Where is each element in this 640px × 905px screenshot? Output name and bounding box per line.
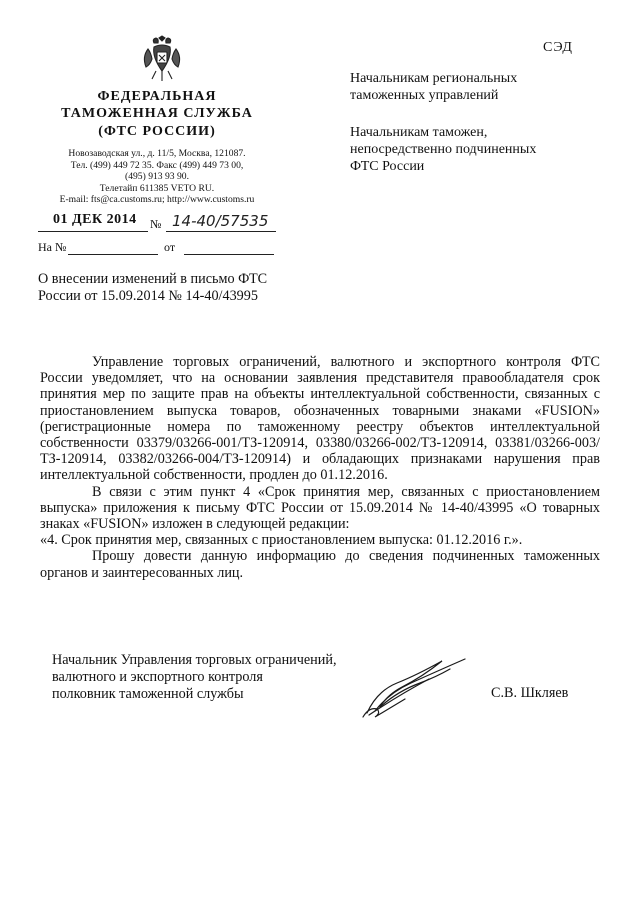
addressee-line: таможенных управлений (350, 88, 499, 103)
org-abbreviation: (ФТС РОССИИ) (98, 124, 216, 139)
registration-date: 01 ДЕК 2014 (53, 212, 137, 227)
body-paragraph-notice: Управление торговых ограничений, валютного и экспортного контроля ФТС России уведомляет, что на основании заявления представителя правообладателя срок принятия мер по защите прав на объекты интеллектуальной собственности, связанных с приостановлением выпуска товаров, обозначенных товарными знаками «FUSION» (регистрационные номера по таможенному реестру объектов интеллектуальной собственности 03379/03266-001/ТЗ-120914, 03380/03266-002/ТЗ-120914, 03381/03266-003/ТЗ-120914, 03382/03266-004/ТЗ-120914) и обладающих признаками нарушения прав интеллектуальной собственности, продлен до 01.12.2016. (40, 354, 600, 484)
addressee-customs-heads (350, 124, 536, 175)
addressee-line: непосредственно подчиненных (350, 142, 537, 157)
phone-line-2: (495) 913 93 90. (125, 171, 189, 183)
date-underline (38, 231, 148, 232)
number-underline (166, 231, 276, 232)
body-paragraph-new-wording: «4. Срок принятия мер, связанных с приостановлением выпуска: 01.12.2016 г.». (40, 532, 523, 549)
number-label: № (150, 217, 162, 231)
ref-number-underline (68, 254, 158, 255)
signatory-title-line: полковник таможенной службы (52, 686, 244, 702)
addressee-line: ФТС России (350, 159, 425, 174)
subject-line: О внесении изменений в письмо ФТС (38, 271, 268, 287)
letter-subject (38, 271, 267, 305)
body-paragraph-request: Прошу довести данную информацию до сведения подчиненных таможенных органов и заинтересованных лиц. (40, 548, 600, 581)
phone-line: Тел. (499) 449 72 35. Факс (499) 449 73 00, (70, 159, 244, 171)
ref-number-label: На № (38, 240, 67, 254)
org-address-block (40, 148, 274, 206)
signatory-title-line: Начальник Управления торговых ограничений, (52, 652, 337, 668)
letter-body (40, 354, 600, 581)
subject-line: России от 15.09.2014 № 14-40/43995 (38, 288, 258, 304)
handwritten-signature-icon (355, 655, 475, 725)
body-paragraph-amendment: В связи с этим пункт 4 «Срок принятия мер, связанных с приостановлением выпуска» приложения к письму ФТС России от 15.09.2014 № 14-40/43995 «О товарных знаках «FUSION» изложен в следующей редакции: (40, 483, 600, 533)
org-name-line2: ТАМОЖЕННАЯ СЛУЖБА (61, 106, 253, 121)
teletype-line: Телетайп 611385 VETO RU. (99, 182, 215, 194)
address-line: Новозаводская ул., д. 11/5, Москва, 121087. (68, 148, 246, 159)
double-headed-eagle-emblem-icon (140, 35, 184, 85)
org-name-line1: ФЕДЕРАЛЬНАЯ (97, 89, 217, 104)
sed-mark: СЭД (543, 40, 573, 55)
addressee-line: Начальникам таможен, (350, 125, 488, 140)
email-line: E-mail: fts@ca.customs.ru; http://www.customs.ru (59, 194, 255, 206)
ref-date-underline (184, 254, 274, 255)
ref-from-label: от (164, 240, 176, 254)
signatory-title (52, 652, 337, 703)
signatory-name: С.В. Шкляев (491, 685, 569, 701)
addressee-line: Начальникам региональных (350, 71, 518, 86)
addressee-regional-directorates (350, 70, 517, 104)
registration-number: 14-40/57535 (172, 212, 269, 230)
signatory-title-line: валютного и экспортного контроля (52, 669, 263, 685)
